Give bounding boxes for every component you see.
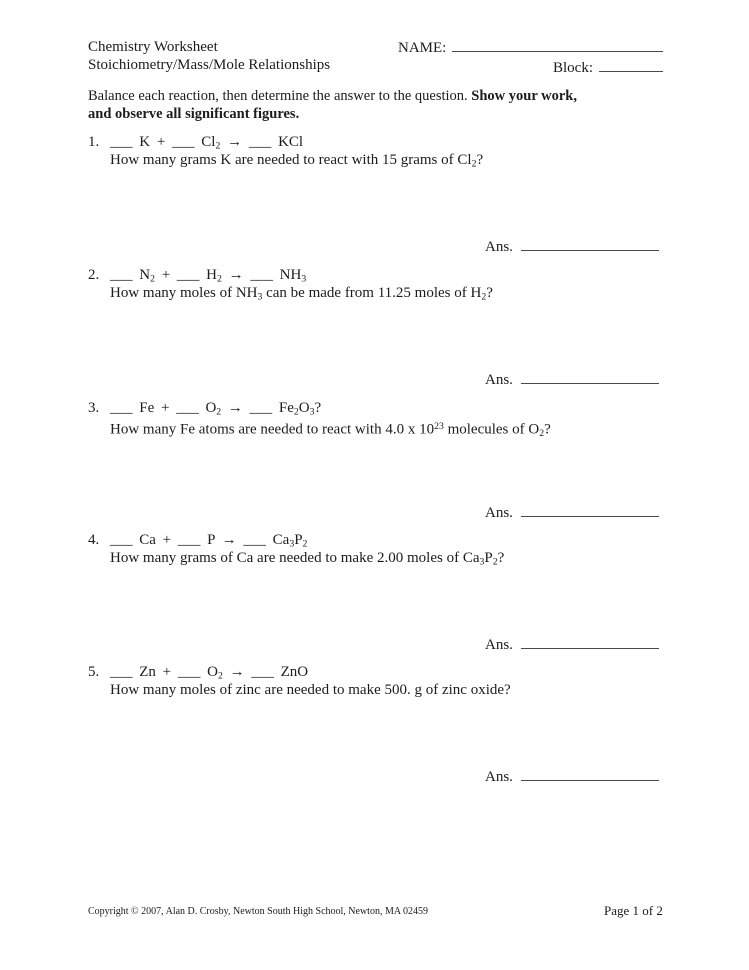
doc-title: Chemistry Worksheet (88, 39, 218, 55)
instructions-text: Balance each reaction, then determine the answer to the question. (88, 88, 468, 104)
question-number: 3. (88, 400, 100, 416)
question-prompt: How many grams K are needed to react with 15 grams of $Cl_2$? (110, 152, 484, 170)
question-item-3 (88, 399, 663, 529)
answer-row (485, 237, 659, 256)
question-equation: ___ Zn + ___ $O_2$ → ___ ZnO (110, 664, 309, 682)
question-prompt: How many moles of $NH_3$ can be made from 11.25 moles of $H_2$? (110, 285, 493, 303)
answer-row (485, 767, 659, 786)
answer-label: Ans. (485, 505, 513, 521)
block-label: Block: (553, 60, 593, 76)
question-item-5 (88, 663, 663, 793)
answer-row (485, 370, 659, 389)
instructions-bold-text: Show your work, and observe all significant figures. (88, 88, 577, 122)
answer-blank-line (521, 503, 659, 517)
footer-copyright: Copyright © 2007, Alan D. Crosby, Newton South High School, Newton, MA 02459 (88, 906, 429, 917)
name-label: NAME: (398, 40, 447, 56)
answer-row (485, 635, 659, 654)
footer-page-number: Page 1 of 2 (604, 903, 663, 918)
question-equation: ___ Fe + ___ $O_2$ → ___ $Fe_2O_3$? (110, 400, 322, 418)
answer-blank-line (521, 237, 659, 251)
name-field-row (398, 38, 663, 57)
question-prompt: How many grams of Ca are needed to make 2.00 moles of $Ca_3P_2$? (110, 550, 505, 568)
answer-blank-line (521, 635, 659, 649)
answer-label: Ans. (485, 372, 513, 388)
block-field-row (398, 58, 663, 77)
answer-blank-line (521, 370, 659, 384)
question-prompt: How many moles of zinc are needed to make 500. g of zinc oxide? (110, 682, 511, 698)
question-item-4 (88, 531, 663, 661)
block-blank-line (599, 58, 663, 72)
question-number: 4. (88, 532, 100, 548)
instructions-paragraph (88, 88, 603, 123)
question-number: 1. (88, 134, 100, 150)
answer-label: Ans. (485, 769, 513, 785)
question-item-1 (88, 133, 663, 263)
answer-label: Ans. (485, 239, 513, 255)
question-item-2 (88, 266, 663, 396)
question-equation: ___ Ca + ___ P → ___ $Ca_3P_2$ (110, 532, 308, 550)
answer-blank-line (521, 767, 659, 781)
document-header (88, 38, 330, 74)
question-equation: ___ K + ___ $Cl_2$ → ___ KCl (110, 134, 304, 152)
student-info-fields (398, 38, 663, 77)
answer-label: Ans. (485, 637, 513, 653)
name-blank-line (452, 38, 663, 52)
question-equation: ___ $N_2$ + ___ $H_2$ → ___ $NH_3$ (110, 267, 307, 285)
question-prompt: How many Fe atoms are needed to react with 4.0 x $10^{23}$ molecules of $O_2$? (110, 421, 551, 439)
question-number: 2. (88, 267, 100, 283)
question-number: 5. (88, 664, 100, 680)
doc-subtitle: Stoichiometry/Mass/Mole Relationships (88, 57, 331, 73)
answer-row (485, 503, 659, 522)
